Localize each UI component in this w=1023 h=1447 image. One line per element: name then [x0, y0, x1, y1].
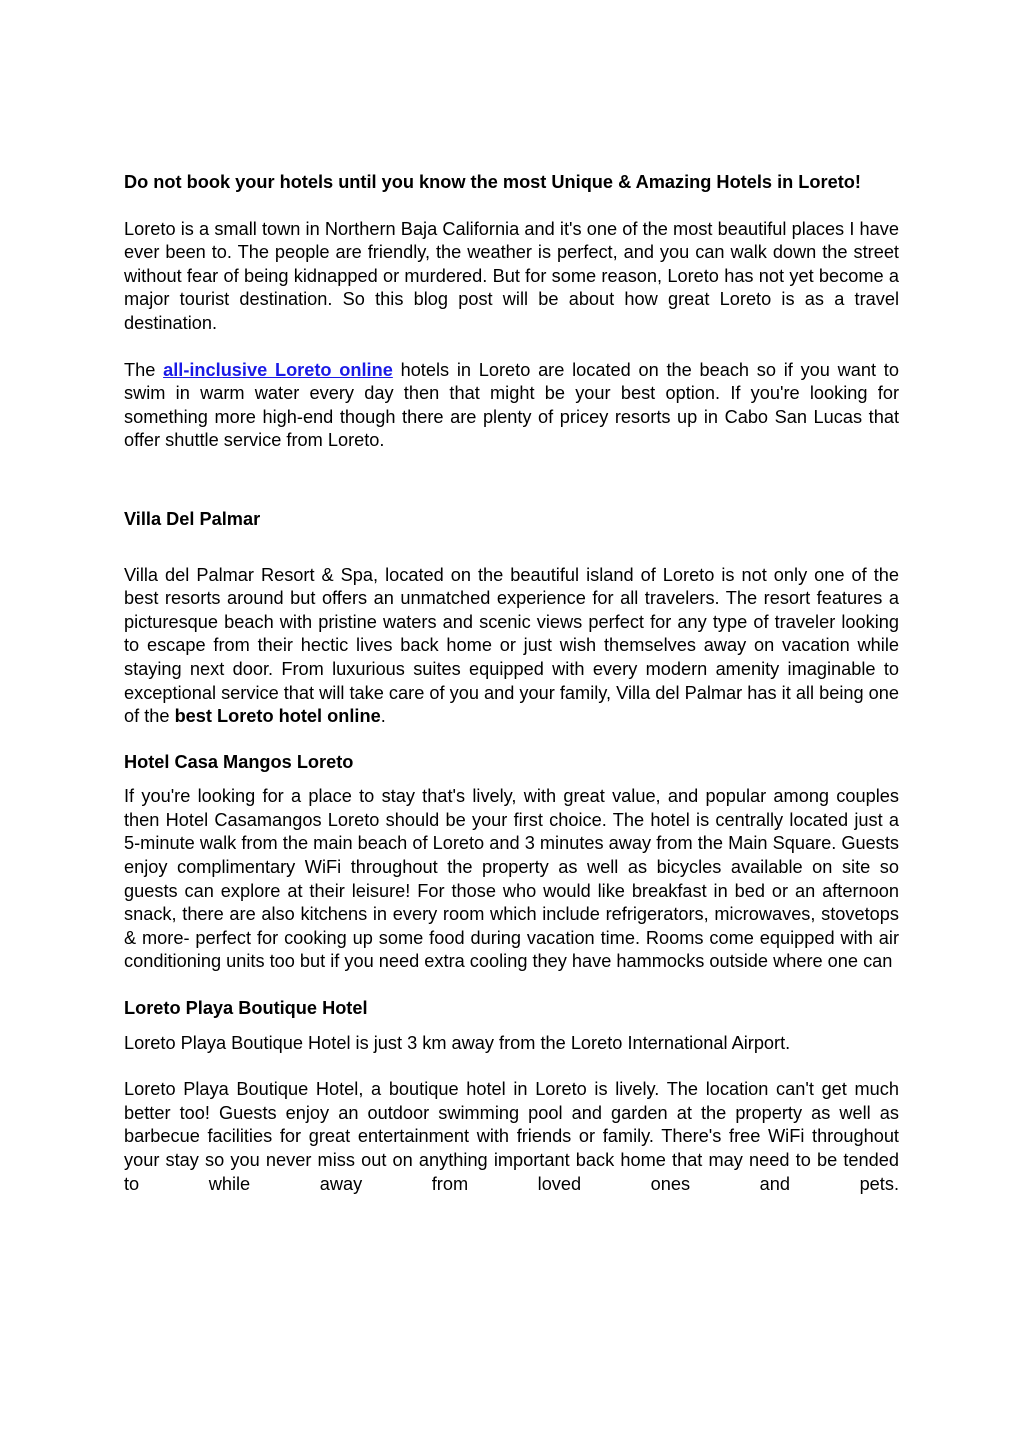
hotel-casa-mangos-paragraph: If you're looking for a place to stay that's lively, with great value, and popular among couples then Hotel Casamangos Loreto should be your first choice. The hotel is centrally located just a 5-minute walk from the main beach of Loreto and 3 minutes away from the Main Square. Guests enjoy complimentary WiFi throughout the property as well as bicycles available on site so guests can explore at their leisure! For those who would like breakfast in bed or an afternoon snack, there are also kitchens in every room which include refrigerators, microwaves, stovetops & more- perfect for cooking up some food during vacation time. Rooms come equipped with air conditioning units too but if you need extra cooling they have hammocks outside where one can — [124, 786, 899, 972]
document-page — [124, 171, 899, 1196]
intro-paragraph: Loreto is a small town in Northern Baja California and it's one of the most beautiful places I have ever been to. The people are friendly, the weather is perfect, and you can walk down the street without fear of being kidnapped or murdered. But for some reason, Loreto has not yet become a major tourist destination. So this blog post will be about how great Loreto is as a travel destination. — [124, 218, 899, 333]
hotel-casa-mangos-heading: Hotel Casa Mangos Loreto — [124, 751, 354, 772]
villa-body-text: Villa del Palmar Resort & Spa, located on the beautiful island of Loreto is not only one of the best resorts around but offers an unmatched experience for all travelers. The resort features a picturesque beach with pristine waters and scenic views perfect for any type of traveler looking to escape from their hectic lives back home or just wish themselves away on vacation while staying next door. From luxurious suites equipped with every modern amenity imaginable to exceptional service that will take care of you and your family, Villa del Palmar has it all being one of the — [124, 564, 899, 727]
villa-del-palmar-paragraph — [124, 564, 899, 729]
villa-end-punctuation: . — [380, 706, 386, 727]
villa-del-palmar-heading: Villa Del Palmar — [124, 508, 261, 529]
document-title: Do not book your hotels until you know the most Unique & Amazing Hotels in Loreto! — [124, 172, 861, 192]
all-inclusive-paragraph — [124, 359, 899, 453]
loreto-playa-airport-paragraph: Loreto Playa Boutique Hotel is just 3 km away from the Loreto International Airport. — [124, 1032, 791, 1053]
paragraph-text-after-link: hotels in Loreto are located on the beach so if you want to swim in warm water every day then that might be your best option. If you're looking for something more high-end though there are plenty of pricey resorts up in Cabo San Lucas that offer shuttle service from Loreto. — [124, 359, 899, 451]
paragraph-text-before-link: The — [124, 359, 164, 380]
all-inclusive-loreto-link[interactable]: all-inclusive Loreto online — [163, 359, 393, 380]
best-loreto-hotel-online-bold: best Loreto hotel online — [174, 706, 381, 727]
loreto-playa-boutique-heading: Loreto Playa Boutique Hotel — [124, 998, 368, 1019]
loreto-playa-paragraph: Loreto Playa Boutique Hotel, a boutique hotel in Loreto is lively. The location can't get much better too! Guests enjoy an outdoor swimming pool and garden at the property as well as barbecue facilities for great entertainment with friends or family. There's free WiFi throughout your stay so you never miss out on anything important back home that may need to be tended to while away from loved ones and pets. — [124, 1079, 899, 1194]
